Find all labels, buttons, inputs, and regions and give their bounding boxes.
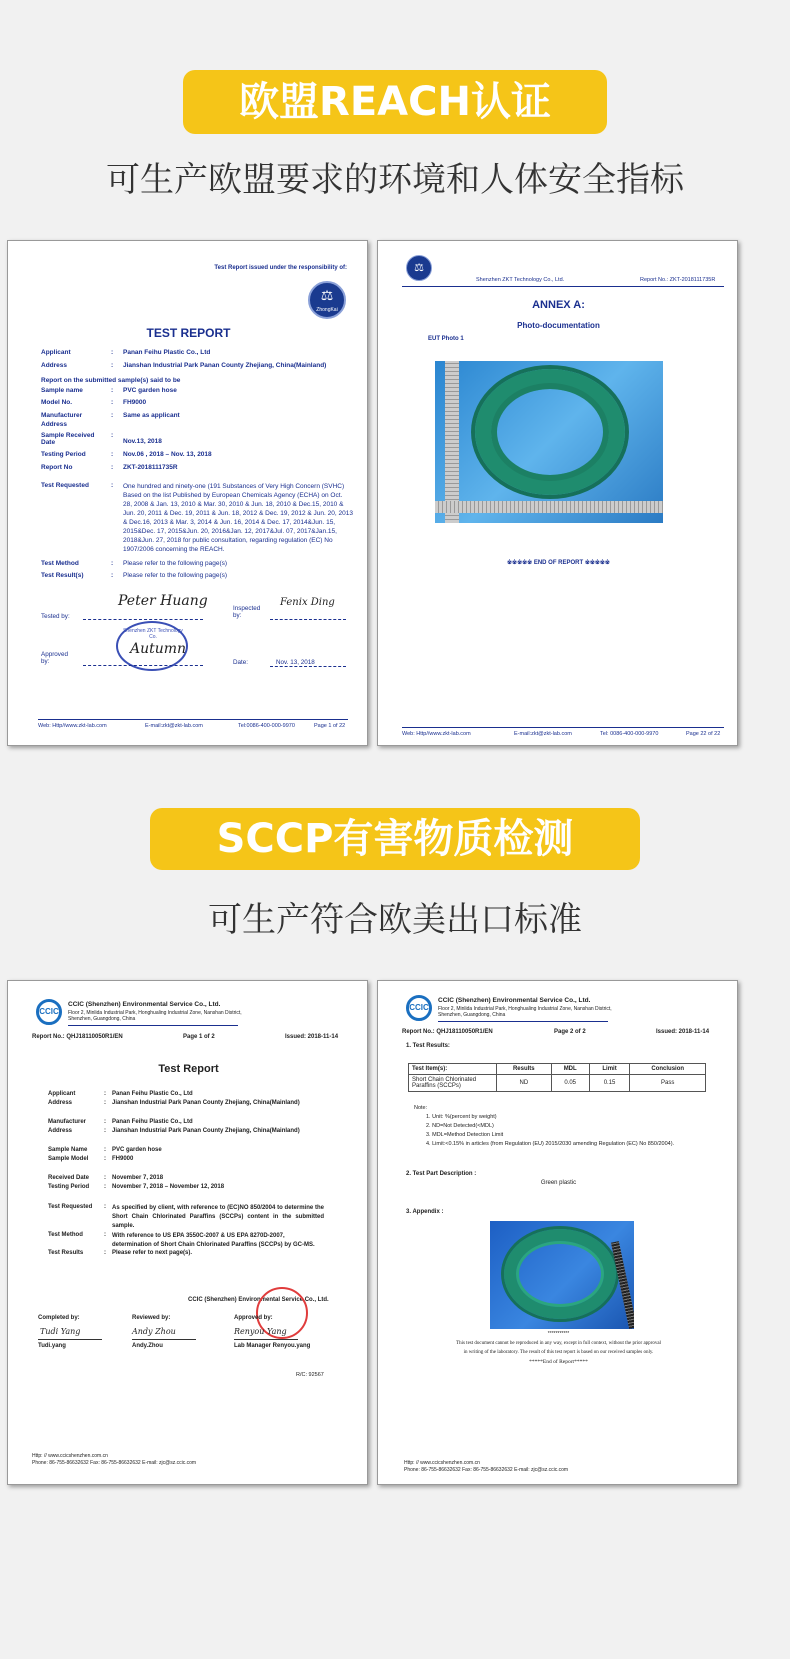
disclaimer-2: in writing of the laboratory. The result of this test report is based on our received samples only. xyxy=(463,1350,654,1355)
ruler-bottom xyxy=(435,501,663,513)
note-2: 2. ND=Not Detected(<MDL) xyxy=(426,1123,494,1129)
disclaimer-1: This test document cannot be reproduced in any way, except in full context, without the prior approval xyxy=(456,1341,661,1346)
completed-line xyxy=(38,1339,102,1340)
reach-banner-text: 欧盟REACH认证 xyxy=(239,79,551,125)
colon: : xyxy=(104,1091,106,1097)
sccp-header-line xyxy=(68,1025,238,1026)
sccp-field-label: Received Date xyxy=(48,1175,90,1181)
field-sample-name: Sample name : PVC garden hose xyxy=(41,387,177,394)
p2-company: CCIC (Shenzhen) Environmental Service Co., Ltd. xyxy=(438,997,591,1004)
colon: : xyxy=(104,1128,106,1134)
sccp-field-row xyxy=(48,1156,133,1162)
sccp-issued: Issued: 2018-11-14 xyxy=(285,1034,339,1040)
sccp-test-results-value: Please refer to next page(s). xyxy=(112,1250,193,1256)
report-title: TEST REPORT xyxy=(146,326,231,340)
approved-signature-sccp: Renyou Yang xyxy=(234,1327,287,1336)
logo-text: ZhongKai xyxy=(316,307,338,313)
td-test-item: Short Chain Chlorinated Paraffins (SCCPs) xyxy=(409,1075,497,1092)
sccp-test-method-label: Test Method xyxy=(48,1232,83,1238)
part-desc: Green plastic xyxy=(540,1180,577,1186)
sccp-field-value: Panan Feihu Plastic Co., Ltd xyxy=(112,1091,193,1097)
zhongkai-small-logo-icon: ⚖ xyxy=(406,255,432,281)
inspected-signature: Fenix Ding xyxy=(280,597,335,608)
inspected-by-label: Inspected by: xyxy=(233,605,261,619)
p2-footer-phone: Phone: 86-755-86632632 Fax: 86-755-86632632 E-mail: zjc@sz.ccic.com xyxy=(404,1467,569,1473)
sccp-test-requested-value: As specified by client, with reference to (EC)NO 850/2004 to determine the Short Chain Chlorinated Paraffins (SCCPs) content in the submitted sample. xyxy=(112,1205,324,1229)
sccp-field-row xyxy=(48,1091,193,1097)
reviewed-signature: Andy Zhou xyxy=(132,1327,176,1336)
reviewed-line xyxy=(132,1339,196,1340)
reach-annex-page xyxy=(377,240,738,746)
sccp-field-label: Address xyxy=(48,1128,73,1134)
results-table xyxy=(408,1063,706,1092)
appendix-hose-photo xyxy=(490,1221,634,1329)
reach-test-report xyxy=(7,240,368,746)
approved-name: Lab Manager Renyou.yang xyxy=(234,1343,311,1349)
appendix-heading: 3. Appendix : xyxy=(406,1209,444,1215)
annex-end-report: ※※※※※ END OF REPORT ※※※※※ xyxy=(507,560,610,566)
date-label: Date: xyxy=(233,659,249,666)
p2-end-report: *****End of Report***** xyxy=(529,1359,588,1365)
annex-company: Shenzhen ZKT Technology Co., Ltd. xyxy=(476,277,565,283)
th-limit: Limit xyxy=(589,1064,630,1075)
sccp-field-label: Sample Name xyxy=(48,1147,88,1153)
sccp-test-method-value: With reference to US EPA 3550C-2007 & US EPA 8270D-2007, determination of Short Chain Chlorinated Paraffins (SCCPs) by GC-MS. xyxy=(112,1233,315,1248)
ruler xyxy=(445,361,459,523)
annex-footer-line xyxy=(402,727,724,728)
p2-footer-http: Http: // www.ccicshenzhen.com.cn xyxy=(404,1460,480,1466)
field-manu-address: Address xyxy=(41,421,68,428)
date-line xyxy=(270,666,346,667)
sccp-company: CCIC (Shenzhen) Environmental Service Co., Ltd. xyxy=(68,1001,221,1008)
sccp-field-label: Testing Period xyxy=(48,1184,90,1190)
th-mdl: MDL xyxy=(551,1064,589,1075)
reviewed-name: Andy.Zhou xyxy=(132,1343,163,1349)
colon: : xyxy=(104,1184,106,1190)
field-test-method: Test Method : Please refer to the following page(s) xyxy=(41,560,228,567)
footer-page: Page 1 of 22 xyxy=(314,723,346,729)
approved-line-sccp xyxy=(234,1339,298,1340)
sccp-title: Test Report xyxy=(158,1063,219,1075)
p2-issued: Issued: 2018-11-14 xyxy=(656,1029,710,1035)
sccp-field-value: PVC garden hose xyxy=(112,1147,162,1153)
approved-signature: Autumn xyxy=(130,641,187,657)
sccp-footer-http: Http: // www.ccicshenzhen.com.cn xyxy=(32,1453,108,1459)
reviewed-by-label: Reviewed by: xyxy=(132,1315,171,1321)
photo-documentation: Photo-documentation xyxy=(517,321,600,330)
colon: : xyxy=(104,1119,106,1125)
reach-banner xyxy=(183,70,607,134)
field-manufacturer: Manufacturer : Same as applicant xyxy=(41,412,180,419)
th-results: Results xyxy=(497,1064,552,1075)
td-results: ND xyxy=(497,1075,552,1092)
hose-inner xyxy=(491,383,609,481)
completed-signature: Tudi Yang xyxy=(40,1327,81,1336)
note-4: 4. Limit:<0.15% in articles (from Regulation (EU) 2015/2030 amending Regulation (EC) No 850/2004). xyxy=(426,1141,675,1147)
footer-email: E-mail:zkt@zkt-lab.com xyxy=(145,723,203,729)
footer-tel: Tel:0086-400-000-9970 xyxy=(238,723,295,729)
sccp-report-no: Report No.: QHJ18110050R1/EN xyxy=(32,1034,123,1040)
stars: *********** xyxy=(547,1331,570,1337)
note-1: 1. Unit: %(percent by weight) xyxy=(426,1114,497,1120)
sccp-field-label: Address xyxy=(48,1100,73,1106)
sccp-field-row xyxy=(48,1119,193,1125)
sccp-field-value: November 7, 2018 – November 12, 2018 xyxy=(112,1184,225,1190)
date-value: Nov. 13, 2018 xyxy=(276,659,315,666)
field-testing-period: Testing Period : Nov.06 , 2018 – Nov. 13, 2018 xyxy=(41,451,212,458)
sccp-test-results-label: Test Results xyxy=(48,1250,84,1256)
sccp-company-addr: Floor 2, Minlida Industrial Park, Honghualing Industrial Zone, Nanshan District, Shenzhen, Guangdong, China xyxy=(68,1010,242,1022)
sccp-field-row xyxy=(48,1175,163,1181)
field-received: Sample Received Date : Nov.13, 2018 xyxy=(41,432,162,446)
sccp-page: Page 1 of 2 xyxy=(183,1034,215,1040)
annex-header-line xyxy=(402,286,724,287)
field-test-result: Test Result(s) : Please refer to the following page(s) xyxy=(41,572,228,579)
ccic-logo-icon: CCIC xyxy=(36,999,62,1025)
td-mdl: 0.05 xyxy=(551,1075,589,1092)
approved-by-label: Approved by: xyxy=(41,651,68,665)
rc-number: R/C: 92567 xyxy=(296,1372,324,1378)
sccp-field-label: Applicant xyxy=(48,1091,76,1097)
hose-photo xyxy=(435,361,663,523)
issued-under: Test Report issued under the responsibility of: xyxy=(214,265,347,271)
p2-report-no: Report No.: QHJ18110050R1/EN xyxy=(402,1029,493,1035)
sccp-field-row xyxy=(48,1100,300,1106)
part-desc-heading: 2. Test Part Description : xyxy=(406,1171,477,1177)
th-conclusion: Conclusion xyxy=(630,1064,706,1075)
sccp-subtitle: 可生产符合欧美出口标准 xyxy=(208,900,582,940)
note-heading: Note: xyxy=(414,1105,428,1111)
p2-test-results-heading: 1. Test Results: xyxy=(406,1043,450,1049)
sccp-banner xyxy=(150,808,640,870)
colon: : xyxy=(104,1232,106,1238)
sccp-test-report xyxy=(7,980,368,1485)
annex-title: ANNEX A: xyxy=(532,299,585,311)
annex-footer-tel: Tel: 0086-400-000-9970 xyxy=(600,731,659,737)
annex-report-no: Report No.: ZKT-2018111735R xyxy=(640,277,716,283)
sccp-field-row xyxy=(48,1184,224,1190)
approved-line xyxy=(83,665,203,666)
sccp-field-value: Jianshan Industrial Park Panan County Zhejiang, China(Mainland) xyxy=(112,1100,300,1106)
colon: : xyxy=(104,1250,106,1256)
p2-company-addr: Floor 2, Minlida Industrial Park, Honghualing Industrial Zone, Nanshan District, Shenzhen, Guangdong, China xyxy=(438,1006,612,1018)
field-report-no: Report No : ZKT-2018111735R xyxy=(41,464,178,471)
approved-by-label-sccp: Approved by: xyxy=(234,1315,273,1321)
colon: : xyxy=(104,1204,106,1210)
p2-header-line xyxy=(438,1021,608,1022)
sccp-field-row xyxy=(48,1147,162,1153)
sccp-field-value: FH9000 xyxy=(112,1156,134,1162)
appendix-ruler xyxy=(611,1241,634,1329)
field-test-requested: Test Requested : One hundred and ninety-one (191 Substances of Very High Concern (SVHC) Based on the list Published by European Chemicals Agency (ECHA) on Oct. 28, 2008 & Jan. 13, 2010 & Mar. 30, 2010 & Jun. 18, 2010 & Dec.15, 2010 & Jun. 20, 2011 & Dec. 19, 2011 & Jun. 18, 2012 & Dec. 19, 2012 & Jun. 20, 2013 & Dec.16, 2013 & Mar. 3, 2014 & Jun. 16, 2014 & Dec. 17, 2014&Jun. 15, 2015&Dec. 17, 2015&Jun. 20, 2016&Jan. 12, 2017&Jul. 07, 2017&Jan.15, 2018&Jun. 27, 2018 for public consultation, regarding regulation (EC) No 1907/2006 concerning the REACH. xyxy=(41,482,353,553)
sccp-field-value: November 7, 2018 xyxy=(112,1175,164,1181)
zhongkai-logo-icon: ⚖ ZhongKai xyxy=(308,281,346,319)
annex-footer-email: E-mail:zkt@zkt-lab.com xyxy=(514,731,572,737)
td-conclusion: Pass xyxy=(630,1075,706,1092)
tested-line xyxy=(83,619,203,620)
sccp-field-value: Panan Feihu Plastic Co., Ltd xyxy=(112,1119,193,1125)
note-3: 3. MDL=Method Detection Limit xyxy=(426,1132,504,1138)
sccp-test-requested-label: Test Requested xyxy=(48,1204,93,1210)
inspected-line xyxy=(270,619,346,620)
sccp-banner-text: SCCP有害物质检测 xyxy=(216,816,574,862)
footer-divider xyxy=(38,719,348,720)
field-address: Address : Jianshan Industrial Park Panan County Zhejiang, China(Mainland) xyxy=(41,362,327,369)
annex-footer-page: Page 22 of 22 xyxy=(686,731,721,737)
field-model: Model No. : FH9000 xyxy=(41,399,147,406)
sample-said: Report on the submitted sample(s) said to be xyxy=(41,377,181,384)
sccp-field-value: Jianshan Industrial Park Panan County Zhejiang, China(Mainland) xyxy=(112,1128,300,1134)
footer-web: Web: Http//www.zkt-lab.com xyxy=(38,723,107,729)
reach-subtitle: 可生产欧盟要求的环境和人体安全指标 xyxy=(106,160,684,200)
colon: : xyxy=(104,1175,106,1181)
sccp-field-label: Sample Model xyxy=(48,1156,89,1162)
field-applicant: Applicant : Panan Feihu Plastic Co., Ltd xyxy=(41,349,211,356)
seal-text: Shenzhen ZKT Technology Co. xyxy=(123,628,183,640)
colon: : xyxy=(104,1156,106,1162)
eut-photo-label: EUT Photo 1 xyxy=(428,336,464,342)
sccp-field-label: Manufacturer xyxy=(48,1119,87,1125)
th-test-item: Test Item(s): xyxy=(409,1064,497,1075)
appendix-hose-coil xyxy=(504,1229,616,1319)
td-limit: 0.15 xyxy=(589,1075,630,1092)
ccic-logo-icon-2: CCIC xyxy=(406,995,432,1021)
tested-by-label: Tested by: xyxy=(41,613,70,620)
tested-signature: Peter Huang xyxy=(118,593,208,609)
sccp-footer-phone: Phone: 86-755-86632632 Fax: 86-755-86632632 E-mail: zjc@sz.ccic.com xyxy=(32,1460,197,1466)
completed-by-label: Completed by: xyxy=(38,1315,80,1321)
p2-page: Page 2 of 2 xyxy=(554,1029,586,1035)
colon: : xyxy=(104,1147,106,1153)
sccp-report-page2 xyxy=(377,980,738,1485)
sccp-company-sign: CCIC (Shenzhen) Environmental Service Co., Ltd. xyxy=(188,1297,329,1303)
sccp-field-row xyxy=(48,1128,300,1134)
annex-footer-web: Web: Http//www.zkt-lab.com xyxy=(402,731,471,737)
colon: : xyxy=(104,1100,106,1106)
completed-name: Tudi.yang xyxy=(38,1343,66,1349)
